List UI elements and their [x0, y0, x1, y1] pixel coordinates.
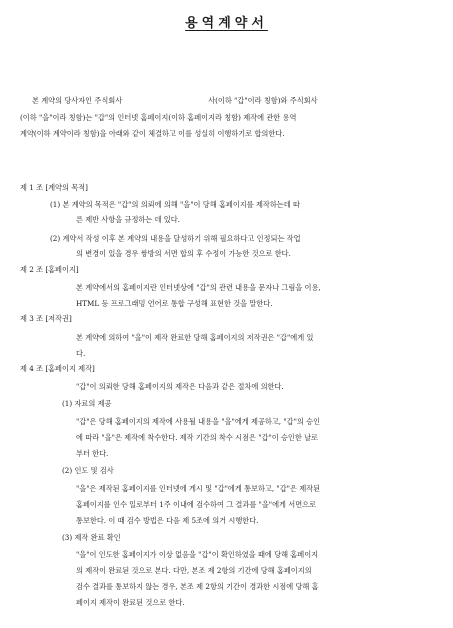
- article-4-heading: 제 4 조 [홈페이지 제작]: [20, 364, 95, 373]
- article-4-section-2-line-2: 홈페이지를 인수 일로부터 1주 이내에 검수하여 그 결과를 "을"에게 서면으로: [76, 500, 317, 509]
- article-4-section-2-line-3: 통보한다. 이 때 검수 방법은 다음 제 5조에 의거 시행한다.: [76, 516, 259, 525]
- article-4-section-1-line-1: "갑"은 당해 홈페이지의 제작에 사용될 내용을 "을"에게 제공하고, "갑"의 승인: [76, 417, 321, 426]
- article-1-heading: 제 1 조 [계약의 목적]: [20, 183, 88, 192]
- intro-line-1: [32, 96, 318, 106]
- article-4-intro: "갑"이 의뢰한 당해 홈페이지의 제작은 다음과 같은 절차에 의한다.: [76, 382, 284, 391]
- intro-party-a: 본 계약의 당사자인 주식회사: [32, 96, 123, 105]
- article-1-clause-1-line-1: (1) 본 계약의 목적은 "갑"의 의뢰에 의해 "을"이 당해 홈페이지를 제작하는데 따: [50, 200, 300, 209]
- article-2-heading: 제 2 조 [홈페이지]: [20, 265, 79, 274]
- article-4-section-1-line-2: 에 따라 "을"은 제작에 착수한다. 제작 기간의 착수 시점은 "갑"이 승인한 날로: [76, 433, 318, 442]
- article-3-line-1: 본 계약에 의하여 "을"이 제작 완료한 당해 홈페이지의 저작권은 "갑"에게 있: [76, 333, 314, 342]
- article-4-section-3-line-1: "을"이 인도한 홈페이지가 이상 없음을 "갑"이 확인하였을 때에 당해 홈페이지: [76, 550, 319, 559]
- article-4-section-2-heading: (2) 인도 및 검사: [62, 466, 114, 475]
- article-4-section-3-line-2: 의 제작이 완료된 것으로 본다. 다만, 본조 제 2항의 기간에 당해 홈페이지의: [76, 566, 312, 575]
- article-4-section-3-line-4: 페이지 제작이 완료된 것으로 한다.: [76, 598, 185, 607]
- article-2-line-2: HTML 등 프로그래밍 언어로 통합 구성해 표현한 것을 말한다.: [76, 299, 273, 308]
- article-3-heading: 제 3 조 [저작권]: [20, 314, 72, 323]
- article-3-line-2: 다.: [76, 349, 86, 358]
- article-4-section-2-line-1: "을"은 제작된 홈페이지를 인터넷에 게시 및 "갑"에게 통보하고, "갑"은 제작된: [76, 484, 321, 493]
- article-4-section-3-heading: (3) 제작 완료 확인: [62, 533, 121, 542]
- article-1-clause-2-line-1: (2) 계약서 작성 이후 본 계약의 내용을 달성하기 위해 필요하다고 인정되는 작업: [50, 234, 301, 243]
- intro-line-2: (이하 "을"이라 칭함)는 "갑"의 인터넷 홈페이지(이하 홈페이지라 칭함) 제작에 관한 용역: [20, 113, 297, 122]
- article-4-section-1-heading: (1) 자료의 제공: [62, 399, 112, 408]
- document-title-wrap: [0, 12, 453, 31]
- document-title: 용역계약서: [185, 16, 268, 31]
- article-4-section-3-line-3: 검수 결과를 통보하지 않는 경우, 본조 제 2항의 기간이 경과한 시점에 당해 홈: [76, 582, 319, 591]
- article-1-clause-2-line-2: 의 변경이 있을 경우 쌍방의 서면 합의 후 수정이 가능한 것으로 한다.: [76, 249, 291, 258]
- intro-party-b: 사(이하 "갑"이라 칭함)와 주식회사: [208, 96, 318, 105]
- article-1-clause-1-line-2: 른 제반 사항을 규정하는 데 있다.: [76, 215, 180, 224]
- article-4-section-1-line-3: 부터 한다.: [76, 449, 109, 458]
- intro-line-3: 계약(이하 계약이라 칭함)을 아래와 같이 체결하고 이를 성실히 이행하기로 합의한다.: [20, 129, 285, 138]
- article-2-line-1: 본 계약에서의 홈페이지란 인터넷상에 "갑"의 관련 내용을 문자나 그림을 이용,: [76, 283, 321, 292]
